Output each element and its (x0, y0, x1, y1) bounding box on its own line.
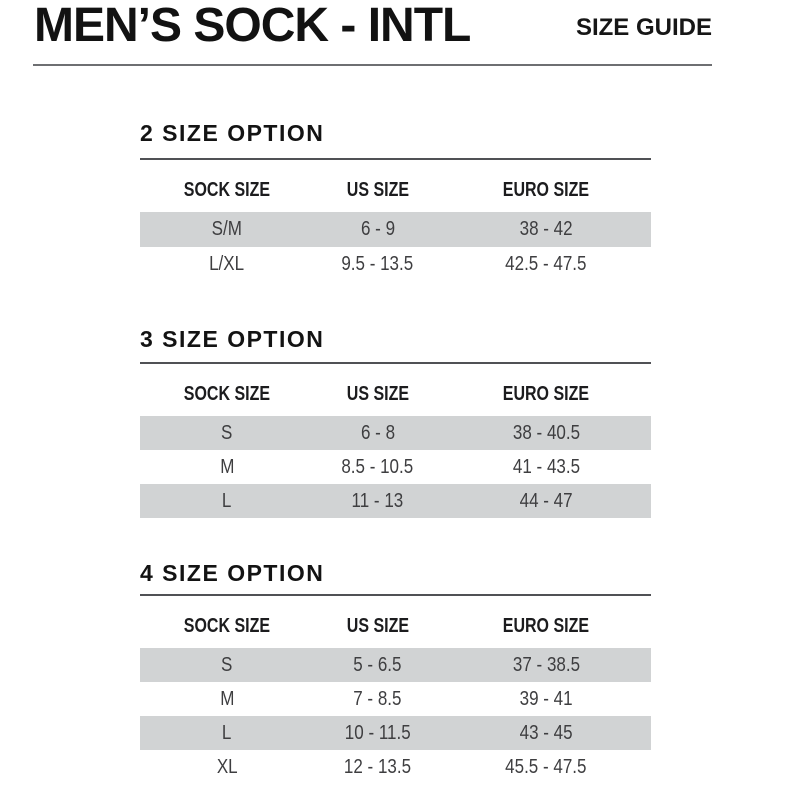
table-row (140, 450, 651, 484)
header-divider (33, 64, 712, 66)
column-header-sock-size: SOCK SIZE (183, 383, 270, 405)
cell-euro-size: 41 - 43.5 (512, 455, 580, 478)
section-3-size-option (140, 326, 651, 518)
page-title: MEN’S SOCK - INTL (34, 0, 471, 52)
cell-euro-size: 37 - 38.5 (512, 653, 580, 676)
table-row (140, 416, 651, 450)
table-header-row (140, 364, 651, 416)
section-heading-4-size: 4 SIZE OPTION (140, 560, 325, 586)
size-table-4-option (140, 596, 651, 784)
section-4-size-option (140, 560, 651, 784)
cell-us-size: 8.5 - 10.5 (341, 455, 414, 478)
cell-sock-size: L/XL (209, 253, 245, 275)
cell-sock-size: S (221, 653, 233, 676)
table-row (140, 682, 651, 716)
cell-euro-size: 38 - 42 (519, 218, 573, 240)
cell-euro-size: 42.5 - 47.5 (505, 253, 587, 275)
column-header-sock-size: SOCK SIZE (183, 615, 270, 637)
cell-sock-size: S (221, 421, 233, 444)
table-row (140, 212, 651, 247)
table-row (140, 750, 651, 784)
cell-us-size: 7 - 8.5 (353, 687, 402, 710)
cell-sock-size: M (219, 687, 234, 710)
table-row (140, 484, 651, 518)
size-table-2-option (140, 160, 651, 282)
cell-sock-size: L (222, 489, 232, 512)
table-header-row (140, 596, 651, 648)
cell-euro-size: 38 - 40.5 (512, 421, 580, 444)
cell-us-size: 6 - 8 (360, 421, 395, 444)
column-header-us-size: US SIZE (346, 615, 409, 637)
cell-euro-size: 44 - 47 (519, 489, 573, 512)
table-row (140, 648, 651, 682)
cell-euro-size: 45.5 - 47.5 (505, 755, 587, 778)
section-heading-3-size: 3 SIZE OPTION (140, 326, 325, 352)
cell-us-size: 5 - 6.5 (353, 653, 402, 676)
cell-us-size: 6 - 9 (360, 218, 395, 240)
cell-us-size: 12 - 13.5 (344, 755, 412, 778)
cell-euro-size: 39 - 41 (519, 687, 573, 710)
cell-sock-size: L (222, 721, 232, 744)
size-guide-label: SIZE GUIDE (575, 14, 712, 41)
column-header-euro-size: EURO SIZE (503, 615, 590, 637)
table-row (140, 716, 651, 750)
cell-sock-size: M (219, 455, 234, 478)
cell-us-size: 11 - 13 (351, 489, 404, 512)
section-2-size-option (140, 120, 651, 282)
cell-sock-size: S/M (211, 218, 242, 240)
cell-euro-size: 43 - 45 (519, 721, 573, 744)
table-header-row (140, 160, 651, 212)
cell-us-size: 10 - 11.5 (344, 721, 411, 744)
size-table-3-option (140, 364, 651, 518)
table-row (140, 247, 651, 282)
cell-us-size: 9.5 - 13.5 (341, 253, 414, 275)
column-header-sock-size: SOCK SIZE (183, 179, 270, 201)
column-header-euro-size: EURO SIZE (503, 383, 590, 405)
column-header-euro-size: EURO SIZE (503, 179, 590, 201)
column-header-us-size: US SIZE (346, 179, 409, 201)
section-heading-2-size: 2 SIZE OPTION (140, 120, 325, 146)
page-header (0, 0, 800, 66)
column-header-us-size: US SIZE (346, 383, 409, 405)
cell-sock-size: XL (216, 755, 238, 778)
